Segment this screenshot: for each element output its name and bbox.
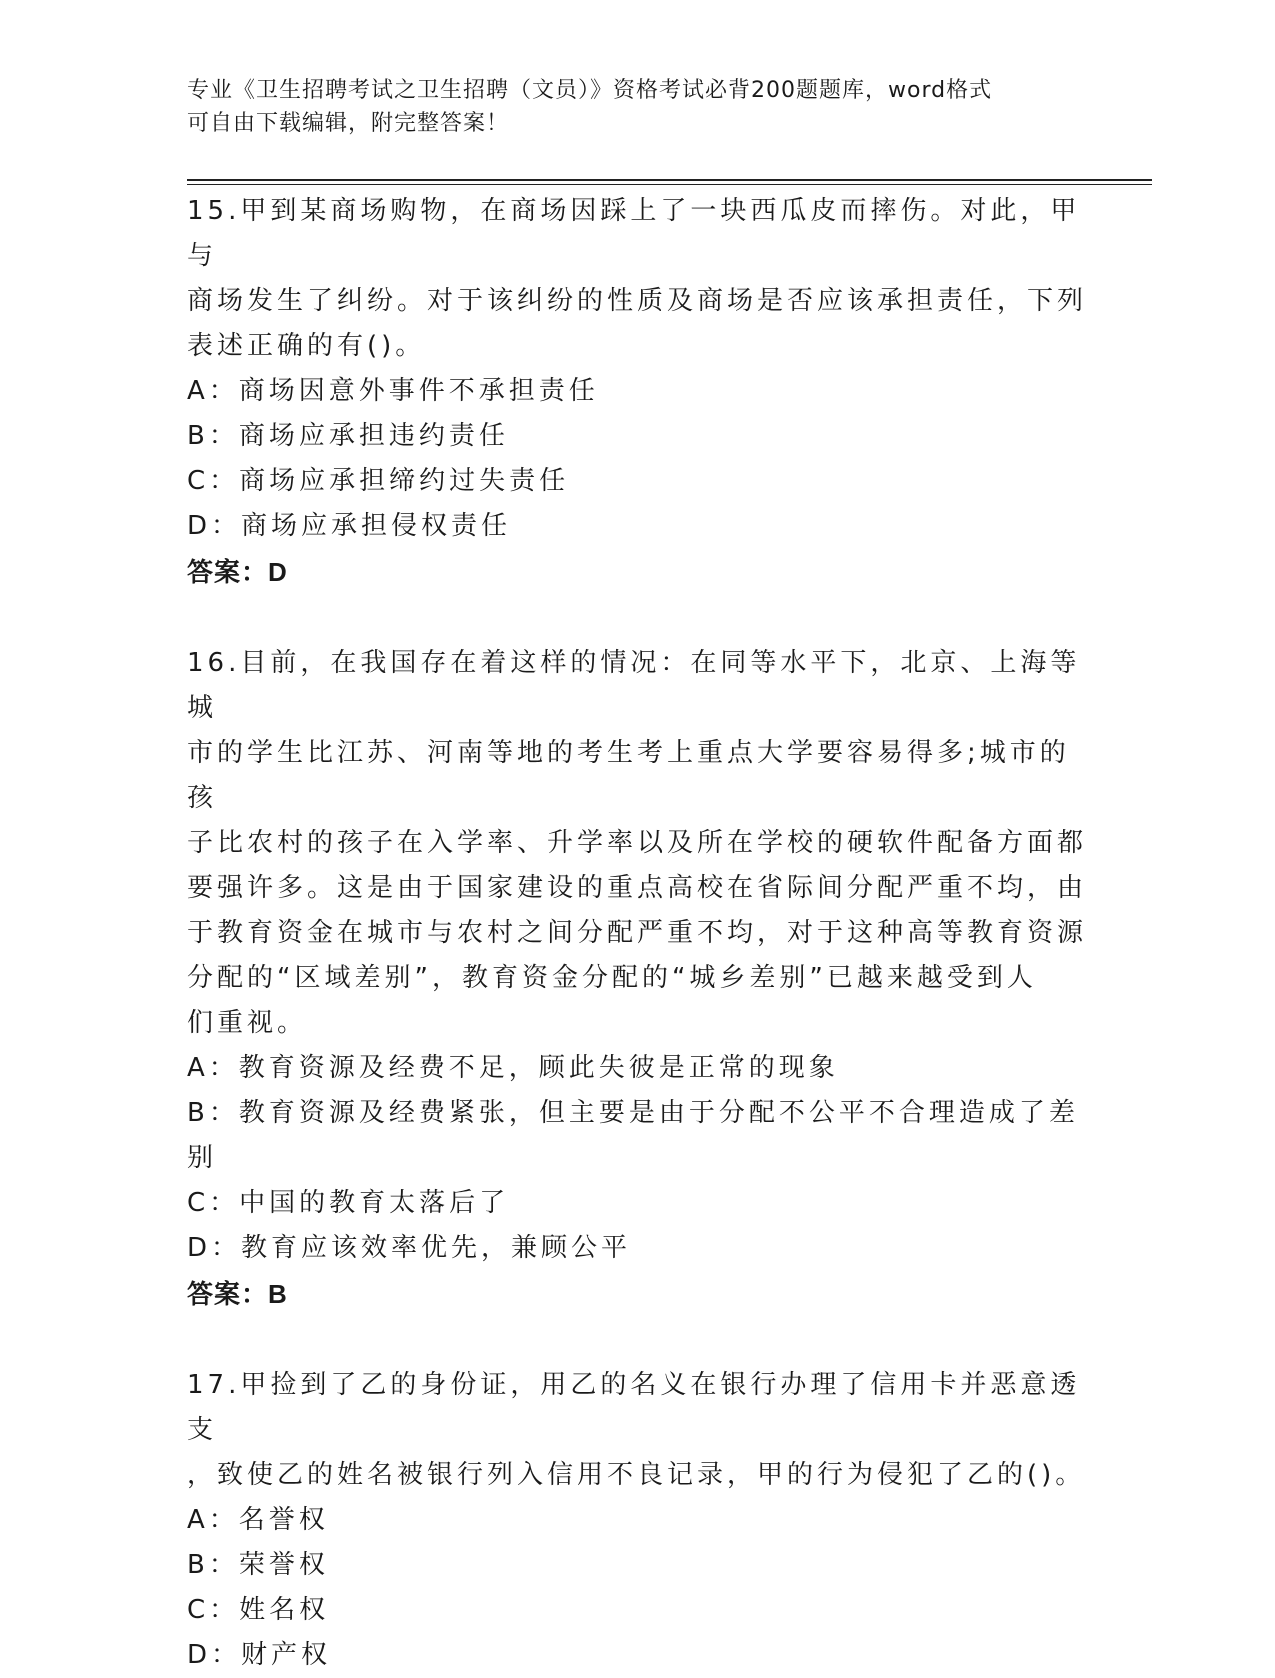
- question-stem-line: 于教育资金在城市与农村之间分配严重不均，对于这种高等教育资源: [187, 918, 1088, 948]
- option-c: C：姓名权: [187, 1595, 330, 1625]
- question-stem-line: 市的学生比江苏、河南等地的考生考上重点大学要容易得多;城市的孩: [187, 738, 1070, 813]
- question-stem-line: 子比农村的孩子在入学率、升学率以及所在学校的硬软件配备方面都: [187, 828, 1088, 858]
- question-stem-line: 要强许多。这是由于国家建设的重点高校在省际间分配严重不均，由: [187, 873, 1088, 903]
- option-a: A：名誉权: [187, 1505, 329, 1535]
- header-line-1: 专业《卫生招聘考试之卫生招聘（文员）》资格考试必背200题题库，word格式: [187, 78, 993, 103]
- question-15: [187, 189, 1087, 595]
- header-line-2: 可自由下载编辑，附完整答案！: [187, 111, 510, 136]
- answer-label: 答案：B: [187, 1279, 288, 1309]
- option-a: A：商场因意外事件不承担责任: [187, 376, 599, 406]
- question-17: [187, 1363, 1087, 1678]
- answer-label: 答案：D: [187, 557, 288, 587]
- question-stem-line: 15.甲到某商场购物，在商场因踩上了一块西瓜皮而摔伤。对此，甲与: [187, 196, 1081, 271]
- document-header: [187, 74, 1067, 140]
- question-stem-line: ，致使乙的姓名被银行列入信用不良记录，甲的行为侵犯了乙的()。: [187, 1460, 1086, 1490]
- option-b: B：荣誉权: [187, 1550, 329, 1580]
- question-stem-line: 们重视。: [187, 1008, 308, 1038]
- option-c: C：商场应承担缔约过失责任: [187, 466, 570, 496]
- question-list: [187, 189, 1087, 1678]
- question-stem-line: 分配的“区域差别”，教育资金分配的“城乡差别”已越来越受到人: [187, 963, 1037, 993]
- option-d: D：商场应承担侵权责任: [187, 511, 512, 541]
- header-rule-thick: [187, 179, 1152, 181]
- option-b: B：商场应承担违约责任: [187, 421, 509, 451]
- option-d: D：教育应该效率优先，兼顾公平: [187, 1233, 632, 1263]
- option-c: C：中国的教育太落后了: [187, 1188, 510, 1218]
- question-stem-line: 17.甲捡到了乙的身份证，用乙的名义在银行办理了信用卡并恶意透支: [187, 1370, 1081, 1445]
- option-b: B：教育资源及经费紧张，但主要是由于分配不公平不合理造成了差别: [187, 1098, 1079, 1173]
- spacer: [187, 1317, 1087, 1363]
- question-stem-line: 16.目前，在我国存在着这样的情况：在同等水平下，北京、上海等城: [187, 648, 1081, 723]
- question-16: [187, 641, 1087, 1317]
- question-stem-line: 表述正确的有()。: [187, 331, 426, 361]
- header-rule-thin: [187, 184, 1152, 185]
- option-d: D：财产权: [187, 1640, 332, 1670]
- spacer: [187, 595, 1087, 641]
- option-a: A：教育资源及经费不足，顾此失彼是正常的现象: [187, 1053, 839, 1083]
- question-stem-line: 商场发生了纠纷。对于该纠纷的性质及商场是否应该承担责任，下列: [187, 286, 1088, 316]
